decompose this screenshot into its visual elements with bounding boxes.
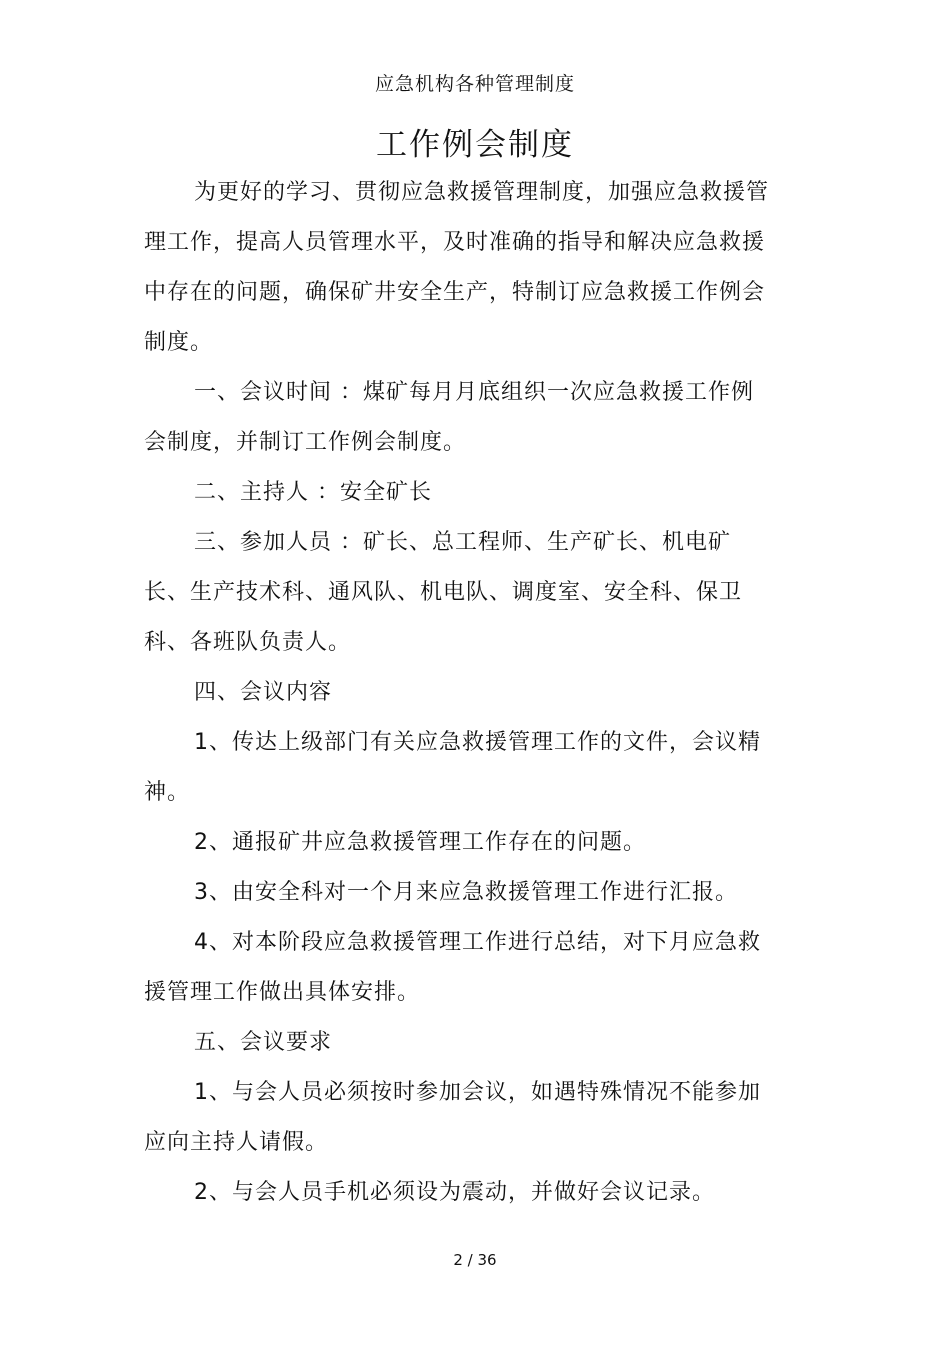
meeting-time-paragraph: 一、会议时间 ：煤矿每月月底组织一次应急救援工作例会制度，并制订工作例会制度。 [144,380,754,455]
intro-paragraph: 为更好的学习、贯彻应急救援管理制度，加强应急救援管理工作，提高人员管理水平，及时准确的指导和解决应急救援中存在的问题，确保矿井安全生产，特制订应急救援工作例会制度。 [144,180,770,355]
content-heading: 四、会议内容 [194,680,333,705]
host-paragraph: 二、主持人 ：安全矿长 [194,480,432,505]
content-item-3: 3、由安全科对一个月来应急救援管理工作进行汇报。 [194,880,738,905]
requirement-item-1: 1、与会人员必须按时参加会议，如遇特殊情况不能参加应向主持人请假。 [144,1080,761,1155]
running-header: 应急机构各种管理制度 [374,73,575,95]
content-item-4: 4、对本阶段应急救援管理工作进行总结，对下月应急救援管理工作做出具体安排。 [144,930,761,1005]
requirement-item-2: 2、与会人员手机必须设为震动，并做好会议记录。 [194,1180,715,1205]
requirements-heading: 五、会议要求 [194,1030,333,1055]
participants-paragraph: 三、参加人员 ：矿长、总工程师、生产矿长、机电矿长、生产技术科、通风队、机电队、调度室、安全科、保卫科、各班队负责人。 [144,530,743,655]
content-item-2: 2、通报矿井应急救援管理工作存在的问题。 [194,830,646,855]
document-body [144,168,772,1218]
document-title: 工作例会制度 [376,127,574,163]
page-number: 2 / 36 [453,1251,497,1269]
content-item-1: 1、传达上级部门有关应急救援管理工作的文件，会议精神。 [144,730,761,805]
